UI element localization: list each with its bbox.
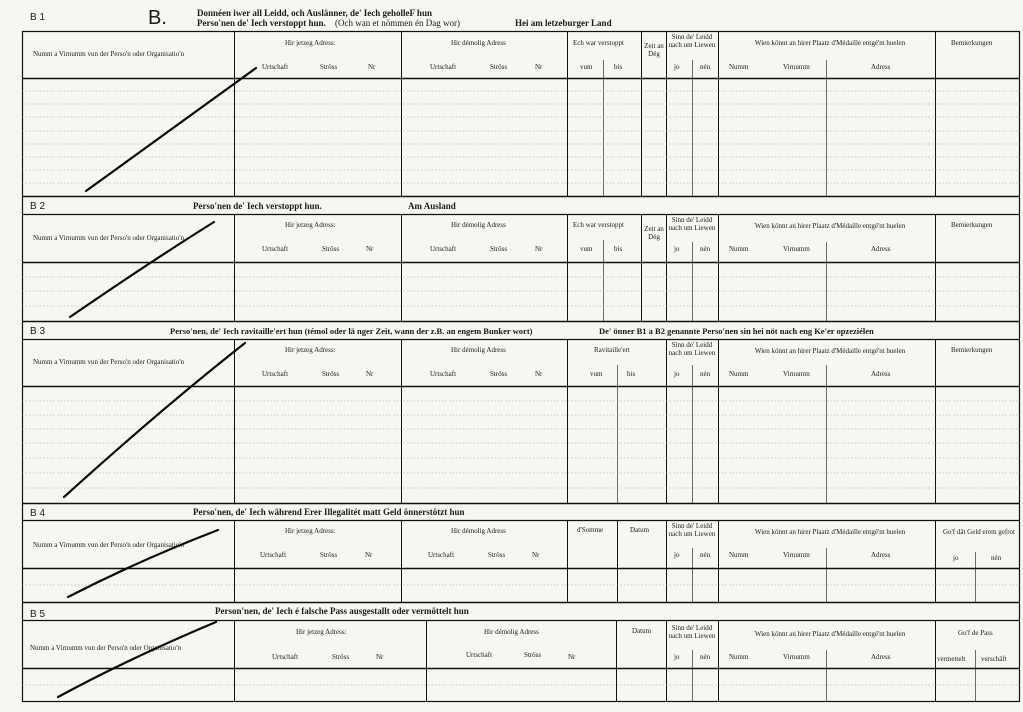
b4-nen: nén <box>700 551 711 559</box>
b3-nen: nén <box>700 370 711 378</box>
form-letter: B. <box>148 7 167 29</box>
b3-name-header: Numm a Virnumm vun der Perso'n oder Organisatio'n <box>33 358 184 366</box>
b2-title: Perso'nen de' Iech verstoppt hun. <box>193 201 322 211</box>
b1-zeit: Zeit an Dég <box>644 42 664 59</box>
b5-jo: jo <box>674 653 680 661</box>
b1-virnumm: Virnumm <box>783 63 810 71</box>
b5-sinn: Sinn de' Leidd nach um Liewen <box>668 624 716 641</box>
b5-title: Person'nen, de' Iech é falsche Pass ausgestallt oder vermöttelt hun <box>215 606 469 616</box>
b2-name-header: Numm a Virnumm vun der Perso'n oder Organisatio'n <box>33 234 184 242</box>
b4-virnumm: Virnumm <box>783 551 810 559</box>
b2-numm: Numm <box>729 245 749 253</box>
section-code-b5: B 5 <box>30 609 46 620</box>
b5-medal: Wien könnt an hirer Plaatz d'Médaille entgé'nt huelen <box>754 630 906 638</box>
intro-line-2c: Hei am letzeburger Land <box>515 18 612 28</box>
b4-sinn: Sinn de' Leidd nach um Liewen <box>668 522 716 539</box>
b2-bis: bis <box>614 245 623 253</box>
b2-vum: vum <box>580 245 593 253</box>
b5-urtschaft: Urtschaft <box>272 653 299 661</box>
intro-line-1: Donnéen iwer all Leidd, och Auslänner, de' Iech geholleF hun <box>197 8 432 18</box>
b4-nr-2: Nr <box>532 551 540 559</box>
b3-stross-2: Ströss <box>490 370 508 378</box>
b1-urtschaft: Urtschaft <box>262 63 289 71</box>
b4-datum: Datum <box>630 526 650 534</box>
b5-stross-2: Ströss <box>524 651 542 659</box>
b4-title: Perso'nen, de' Iech während Erer Illegalitét matt Geld önnerstötzt hun <box>193 507 465 517</box>
b1-medal: Wien könnt an hirer Plaatz d'Médaille entgé'nt huelen <box>754 39 906 47</box>
b5-virnumm: Virnumm <box>783 653 810 661</box>
b2-medal: Wien könnt an hirer Plaatz d'Médaille entgé'nt huelen <box>754 222 906 230</box>
b5-former-addr: Hir démolig Adress <box>484 628 539 636</box>
intro-line-2: Perso'nen de' Iech verstoppt hun. <box>197 18 326 28</box>
b5-nr-2: Nr <box>568 653 576 661</box>
b4-nen-2: nén <box>991 554 1002 562</box>
b4-stross-2: Ströss <box>488 551 506 559</box>
b1-former-addr: Hir démolig Adress <box>451 39 506 47</box>
section-code-b4: B 4 <box>30 508 46 519</box>
b3-virnumm: Virnumm <box>783 370 810 378</box>
b2-stross-2: Ströss <box>490 245 508 253</box>
b4-urtschaft: Urtschaft <box>260 551 287 559</box>
b5-vermettelt: vermettelt <box>937 655 966 663</box>
b1-nen: nén <box>700 63 711 71</box>
b1-sinn: Sinn de' Leidd nach um Liewen <box>668 33 716 50</box>
b4-current-addr: Hir jetzeg Adress: <box>285 527 336 535</box>
b5-current-addr: Hir jetzeg Adress: <box>296 628 347 636</box>
b1-jo: jo <box>674 63 680 71</box>
section-code-b3: B 3 <box>30 326 46 337</box>
b1-vum: vum <box>580 63 593 71</box>
b3-title: Perso'nen, de' Iech ravitaille'ert hun (témol oder lä nger Zeit, wann der z.B. an engem Bunker wort) <box>170 326 533 336</box>
b3-former-addr: Hir démolig Adress <box>451 346 506 354</box>
b4-numm: Numm <box>729 551 749 559</box>
b2-remarks: Bemierkungen <box>951 221 993 229</box>
b3-remarks: Bemierkungen <box>951 346 993 354</box>
b5-gof-pass: Go'f de Pass <box>958 629 993 637</box>
b2-current-addr: Hir jetzeg Adress: <box>285 221 336 229</box>
section-code-b2: B 2 <box>30 201 46 212</box>
b1-urtschaft-2: Urtschaft <box>430 63 457 71</box>
b4-name-header: Numm a Virnumm vun der Perso'n oder Organisatio'n <box>33 541 184 549</box>
b3-bis: bis <box>627 370 636 378</box>
b2-zeit: Zeit an Dég <box>644 225 664 242</box>
b5-urtschaft-2: Urtschaft <box>466 651 493 659</box>
b5-verschaft: verschäft <box>981 655 1007 663</box>
b2-title-2: Am Ausland <box>408 201 456 211</box>
b3-current-addr: Hir jetzeg Adress: <box>285 346 336 354</box>
b5-nr: Nr <box>376 653 384 661</box>
strike-line-b3 <box>64 343 245 497</box>
b4-nr: Nr <box>365 551 373 559</box>
b2-adress: Adress <box>871 245 891 253</box>
b1-bis: bis <box>614 63 623 71</box>
b2-urtschaft: Urtschaft <box>262 245 289 253</box>
b4-adress: Adress <box>871 551 891 559</box>
b3-ravitaill: Ravitaille'ert <box>594 346 630 354</box>
b5-adress: Adress <box>871 653 891 661</box>
b2-hidden: Ech war verstoppt <box>573 221 624 229</box>
b1-adress: Adress <box>871 63 891 71</box>
b4-former-addr: Hir démolig Adress <box>451 527 506 535</box>
b1-name-header: Numm a Virnumm vun der Perso'n oder Organisatio'n <box>33 50 184 58</box>
b3-medal: Wien könnt an hirer Plaatz d'Médaille entgé'nt huelen <box>754 347 906 355</box>
b2-sinn: Sinn de' Leidd nach um Liewen <box>668 216 716 233</box>
b3-numm: Numm <box>729 370 749 378</box>
b2-urtschaft-2: Urtschaft <box>430 245 457 253</box>
b1-nr-2: Nr <box>535 63 543 71</box>
strike-line-b1 <box>86 68 256 191</box>
b1-nr: Nr <box>368 63 376 71</box>
b2-nen: nén <box>700 245 711 253</box>
b1-hidden: Ech war verstoppt <box>573 39 624 47</box>
b3-nr-2: Nr <box>535 370 543 378</box>
intro-line-2b: (Och wan et nömmen én Dag wor) <box>335 18 460 28</box>
b3-vum: vum <box>590 370 603 378</box>
section-code-b1: B 1 <box>30 12 46 23</box>
b2-jo: jo <box>674 245 680 253</box>
b5-nen: nén <box>700 653 711 661</box>
b4-jo: jo <box>674 551 680 559</box>
b3-sinn: Sinn de' Leidd nach um Liewen <box>668 341 716 358</box>
b3-urtschaft: Urtschaft <box>262 370 289 378</box>
b3-title-2: De' önner B1 a B2 genannte Perso'nen sin hei nöt nach eng Ke'er opzeziélen <box>599 326 874 336</box>
b2-nr-2: Nr <box>535 245 543 253</box>
b1-stross-2: Ströss <box>490 63 508 71</box>
b4-somme: d'Somme <box>577 526 604 534</box>
b3-urtschaft-2: Urtschaft <box>430 370 457 378</box>
strike-line-b5 <box>58 622 216 697</box>
b1-remarks: Bemierkungen <box>951 39 993 47</box>
b1-numm: Numm <box>729 63 749 71</box>
b1-current-addr: Hir jetzeg Adress: <box>285 39 336 47</box>
b2-nr: Nr <box>366 245 374 253</box>
b2-former-addr: Hir démolig Adress <box>451 221 506 229</box>
b4-stross: Ströss <box>320 551 338 559</box>
b4-gof-datt: Go'f dât Geld erem gefrot <box>942 528 1015 536</box>
b4-urtschaft-2: Urtschaft <box>428 551 455 559</box>
b5-datum: Datum <box>632 627 652 635</box>
b5-stross: Ströss <box>332 653 350 661</box>
b5-name-header: Numm a Virnumm vun der Perso'n oder Organisatio'n <box>30 644 181 652</box>
b4-jo-2: jo <box>953 554 959 562</box>
b3-nr: Nr <box>366 370 374 378</box>
b3-stross: Ströss <box>322 370 340 378</box>
b3-adress: Adress <box>871 370 891 378</box>
b1-stross: Ströss <box>320 63 338 71</box>
b4-medal: Wien könnt an hirer Plaatz d'Médaille entgé'nt huelen <box>754 528 906 536</box>
b3-jo: jo <box>674 370 680 378</box>
b5-numm: Numm <box>729 653 749 661</box>
b2-virnumm: Virnumm <box>783 245 810 253</box>
b2-stross: Ströss <box>322 245 340 253</box>
